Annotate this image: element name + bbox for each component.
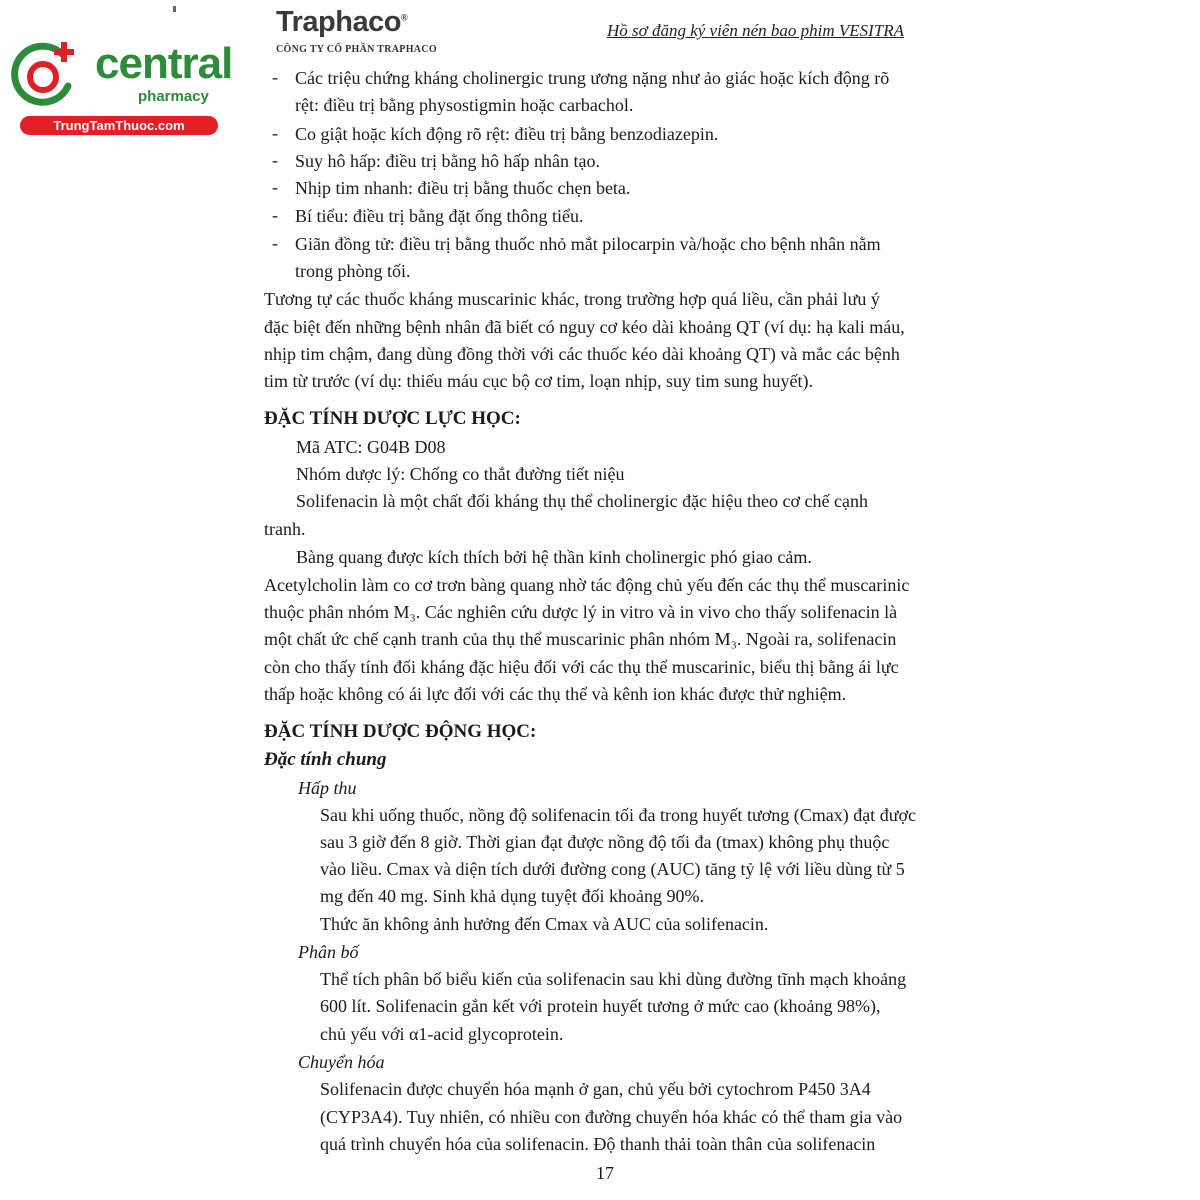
bullet-dash: -	[272, 233, 278, 253]
logo-subtitle: pharmacy	[138, 88, 209, 105]
bullet-dash: -	[272, 177, 278, 197]
text-line: nhịp tim chậm, đang dùng đồng thời với các thuốc kéo dài khoảng QT) và mắc các bệnh	[264, 344, 900, 364]
text-line: trong phòng tối.	[295, 261, 411, 281]
text-line: Tương tự các thuốc kháng muscarinic khác, trong trường hợp quá liều, cần phải lưu ý	[264, 289, 880, 309]
dossier-title: Hồ sơ đăng ký viên nén bao phim VESITRA	[607, 21, 905, 40]
central-pharmacy-logo	[10, 36, 233, 136]
text-line: tranh.	[264, 519, 306, 539]
text-line: Sau khi uống thuốc, nồng độ solifenacin tối đa trong huyết tương (Cmax) đạt được	[320, 805, 916, 825]
text-line: còn cho thấy tính đối kháng đặc hiệu đối với các thụ thể muscarinic, biểu thị bằng ái lực	[264, 657, 899, 677]
text-line: đặc biệt đến những bệnh nhân đã biết có nguy cơ kéo dài khoảng QT (ví dụ: hạ kali máu,	[264, 317, 905, 337]
text-line: Nhịp tim nhanh: điều trị bằng thuốc chẹn beta.	[295, 178, 631, 198]
text-line: mg đến 40 mg. Sinh khả dụng tuyệt đối khoảng 90%.	[320, 886, 704, 906]
logo-site-badge: TrungTamThuoc.com	[20, 116, 218, 135]
section-heading-pharmacodynamics: ĐẶC TÍNH DƯỢC LỰC HỌC:	[264, 408, 521, 429]
subheading-distribution: Phân bố	[298, 942, 359, 962]
text-line: Giãn đồng tử: điều trị bằng thuốc nhỏ mắt pilocarpin và/hoặc cho bệnh nhân nằm	[295, 234, 881, 254]
bullet-dash: -	[272, 67, 278, 87]
company-name: CÔNG TY CỔ PHẦN TRAPHACO	[276, 44, 437, 55]
text-line: quá trình chuyển hóa của solifenacin. Độ thanh thải toàn thân của solifenacin	[320, 1134, 876, 1154]
text-line: Mã ATC: G04B D08	[296, 437, 446, 457]
subheading-absorption: Hấp thu	[298, 778, 357, 798]
text-line: Thức ăn không ảnh hưởng đến Cmax và AUC của solifenacin.	[320, 914, 769, 934]
text-line: thấp hoặc không có ái lực đối với các thụ thể và kênh ion khác được thử nghiệm.	[264, 684, 847, 704]
text-line: Suy hô hấp: điều trị bằng hô hấp nhân tạo.	[295, 151, 600, 171]
text-line: chủ yếu với α1-acid glycoprotein.	[320, 1024, 564, 1044]
pharmacy-cross-icon	[10, 40, 80, 110]
text-line: rệt: điều trị bằng physostigmin hoặc carbachol.	[295, 95, 634, 115]
bullet-dash: -	[272, 150, 278, 170]
section-heading-pharmacokinetics: ĐẶC TÍNH DƯỢC ĐỘNG HỌC:	[264, 721, 537, 742]
text-line: Co giật hoặc kích động rõ rệt: điều trị bằng benzodiazepin.	[295, 124, 719, 144]
text-line: Solifenacin được chuyển hóa mạnh ở gan, chủ yếu bởi cytochrom P450 3A4	[320, 1079, 871, 1099]
bullet-dash: -	[272, 123, 278, 143]
text-line: Bí tiểu: điều trị bằng đặt ống thông tiểu.	[295, 206, 584, 226]
page-number: 17	[596, 1163, 614, 1183]
text-line: Bàng quang được kích thích bởi hệ thần kinh cholinergic phó giao cảm.	[296, 547, 812, 567]
text-line: tim từ trước (ví dụ: thiếu máu cục bộ cơ tim, loạn nhịp, suy tim sung huyết).	[264, 371, 813, 391]
scan-mark	[173, 6, 176, 12]
bullet-dash: -	[272, 205, 278, 225]
text-line: Thể tích phân bố biểu kiến của solifenacin sau khi dùng đường tĩnh mạch khoảng	[320, 969, 907, 989]
traphaco-brand: Traphaco®	[276, 6, 408, 38]
text-line: vào liều. Cmax và diện tích dưới đường cong (AUC) tăng tỷ lệ với liều dùng từ 5	[320, 859, 905, 879]
subheading-metabolism: Chuyển hóa	[298, 1052, 385, 1072]
logo-wordmark: central	[95, 39, 233, 88]
text-line: Acetylcholin làm co cơ trơn bàng quang nhờ tác động chủ yếu đến các thụ thể muscarinic	[264, 575, 910, 595]
text-line: Nhóm dược lý: Chống co thắt đường tiết niệu	[296, 464, 625, 484]
text-line: (CYP3A4). Tuy nhiên, có nhiều con đường chuyển hóa khác có thể tham gia vào	[320, 1107, 903, 1127]
text-line: Các triệu chứng kháng cholinergic trung ương nặng như ảo giác hoặc kích động rõ	[295, 68, 890, 88]
text-line: thuộc phân nhóm M₃. Các nghiên cứu dược lý in vitro và in vivo cho thấy solifenacin là	[264, 602, 898, 622]
text-line: Solifenacin là một chất đối kháng thụ thể cholinergic đặc hiệu theo cơ chế cạnh	[296, 491, 868, 511]
subheading-general: Đặc tính chung	[264, 749, 387, 770]
text-line: sau 3 giờ đến 8 giờ. Thời gian đạt được nồng độ tối đa (tmax) không phụ thuộc	[320, 832, 890, 852]
text-line: một chất ức chế cạnh tranh của thụ thể muscarinic phân nhóm M₃. Ngoài ra, solifenacin	[264, 629, 897, 649]
text-line: 600 lít. Solifenacin gắn kết với protein huyết tương ở mức cao (khoảng 98%),	[320, 996, 881, 1016]
